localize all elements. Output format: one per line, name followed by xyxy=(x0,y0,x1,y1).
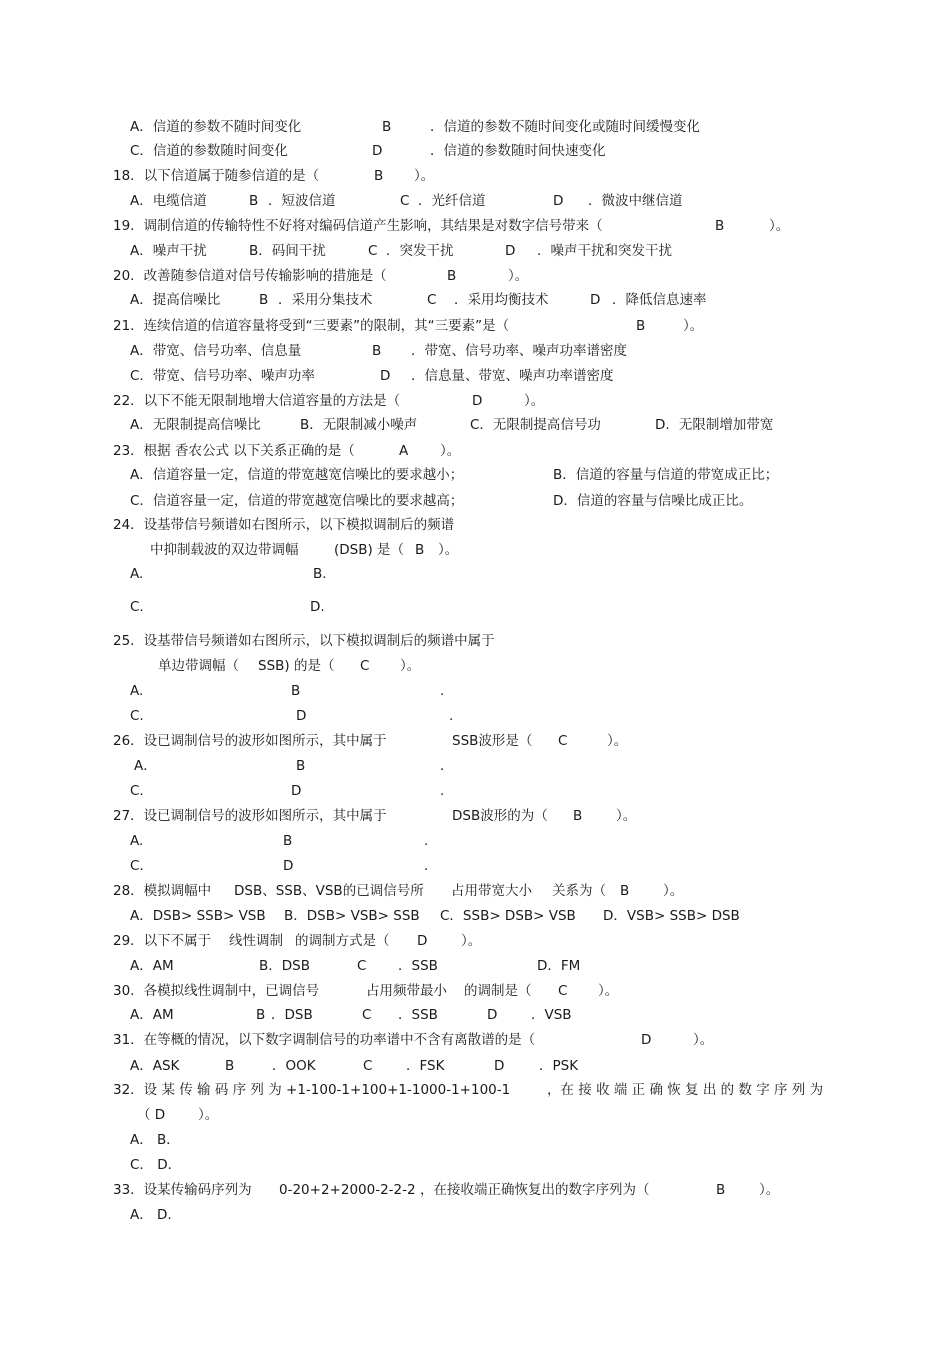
text-line: SSB) 的是（ xyxy=(258,658,335,674)
text-line: C．带宽、信号功率、噪声功率 xyxy=(130,368,315,384)
text-line: ．噪声干扰和突发干扰 xyxy=(537,243,672,259)
text-line: A．提高信噪比 xyxy=(130,292,221,308)
text-line: ．OOK xyxy=(272,1058,316,1074)
text-line: ）。 xyxy=(598,983,619,999)
text-line: ，在 接 收 端 正 确 恢 复 出 的 数 字 序 列 为 xyxy=(547,1082,824,1098)
text-line: D．信道的容量与信噪比成正比。 xyxy=(553,493,753,509)
text-line: C. xyxy=(130,599,144,615)
text-line: ，在接收端正确恢复出的数字序列为（ xyxy=(420,1182,650,1198)
text-line: 关系为（ xyxy=(552,883,606,899)
text-line: B xyxy=(374,168,384,184)
text-line: 24．设基带信号频谱如右图所示，以下模拟调制后的频谱 xyxy=(113,517,455,533)
text-line: A. xyxy=(130,683,144,699)
text-line: B．DSB> VSB> SSB xyxy=(284,908,420,924)
text-line: D xyxy=(494,1058,505,1074)
text-line: ）。 xyxy=(524,393,545,409)
text-line: A．AM xyxy=(130,958,174,974)
text-line: B．DSB xyxy=(259,958,310,974)
text-line: B xyxy=(620,883,630,899)
text-line: 19．调制信道的传输特性不好将对编码信道产生影响，其结果是对数字信号带来（ xyxy=(113,218,603,234)
text-line: ）。 xyxy=(508,268,529,284)
text-line: . xyxy=(440,683,445,699)
text-line: ．信息量、带宽、噪声功率谱密度 xyxy=(411,368,614,384)
text-line: B xyxy=(573,808,583,824)
text-line: DSB波形的为（ xyxy=(452,808,548,824)
text-line: ）。 xyxy=(198,1107,219,1123)
text-line: ．SSB xyxy=(398,958,438,974)
text-line: ．突发干扰 xyxy=(386,243,454,259)
text-line: （ D xyxy=(137,1107,166,1123)
text-line: ）。 xyxy=(663,883,684,899)
text-line: 23．根据 香农公式 以下关系正确的是（ xyxy=(113,443,355,459)
text-line: ．FSK xyxy=(406,1058,445,1074)
text-line: B xyxy=(447,268,457,284)
text-line: 占用频带最小 xyxy=(366,983,447,999)
text-line: 29．以下不属于 xyxy=(113,933,212,949)
text-line: ．采用分集技术 xyxy=(278,292,373,308)
text-line: ．带宽、信号功率、噪声功率谱密度 xyxy=(411,343,627,359)
text-line: D xyxy=(296,708,307,724)
text-line: ）。 xyxy=(400,658,421,674)
text-line: ）。 xyxy=(440,443,461,459)
text-line: C xyxy=(360,658,370,674)
text-line: B xyxy=(283,833,293,849)
text-line: ．DSB xyxy=(271,1007,313,1023)
text-line: B xyxy=(715,218,725,234)
text-line: A．电缆信道 xyxy=(130,193,207,209)
text-line: D xyxy=(283,858,294,874)
text-line: B. xyxy=(313,566,327,582)
text-line: ．采用均衡技术 xyxy=(454,292,549,308)
text-line: . xyxy=(424,858,429,874)
text-line: 25．设基带信号频谱如右图所示，以下模拟调制后的频谱中属于 xyxy=(113,633,495,649)
text-line: ．信道的参数随时间快速变化 xyxy=(430,143,606,159)
text-line: A． xyxy=(134,758,157,774)
text-line: A. xyxy=(130,833,144,849)
text-line: A．信道的参数不随时间变化 xyxy=(130,119,302,135)
text-line: 26．设已调制信号的波形如图所示，其中属于 xyxy=(113,733,387,749)
text-line: C xyxy=(558,983,568,999)
text-line: B xyxy=(415,542,425,558)
text-line: D xyxy=(487,1007,498,1023)
text-line: D xyxy=(505,243,516,259)
text-line: C xyxy=(558,733,568,749)
text-line: C．信道的参数随时间变化 xyxy=(130,143,288,159)
text-line: ．SSB xyxy=(398,1007,438,1023)
text-line: 的调制是（ xyxy=(464,983,532,999)
text-line: 31．在等概的情况，以下数字调制信号的功率谱中不含有离散谱的是（ xyxy=(113,1032,536,1048)
text-line: B xyxy=(259,292,269,308)
text-line: D xyxy=(641,1032,652,1048)
text-line: D．VSB> SSB> DSB xyxy=(603,908,740,924)
text-line: DSB、SSB、VSB的已调信号所 xyxy=(234,883,424,899)
text-line: B．码间干扰 xyxy=(249,243,326,259)
text-line: ）。 xyxy=(414,168,435,184)
text-line: A．带宽、信号功率、信息量 xyxy=(130,343,302,359)
text-line: A．AM xyxy=(130,1007,174,1023)
text-line: ．短波信道 xyxy=(268,193,336,209)
text-line: 21．连续信道的信道容量将受到“三要素”的限制，其“三要素”是（ xyxy=(113,318,510,334)
text-line: 18．以下信道属于随参信道的是（ xyxy=(113,168,320,184)
text-line: ）。 xyxy=(461,933,482,949)
text-line: C xyxy=(362,1007,372,1023)
text-line: ）。 xyxy=(616,808,637,824)
text-line: C. xyxy=(130,858,144,874)
text-line: C． D． xyxy=(130,1157,182,1173)
text-line: A. xyxy=(130,566,144,582)
text-line: C. xyxy=(130,708,144,724)
text-line: 的调制方式是（ xyxy=(295,933,390,949)
text-line: ）。 xyxy=(693,1032,714,1048)
text-line: ．VSB xyxy=(531,1007,572,1023)
text-line: D xyxy=(590,292,601,308)
text-line: B xyxy=(225,1058,235,1074)
text-line: ．PSK xyxy=(539,1058,579,1074)
text-line: B xyxy=(296,758,306,774)
text-line: A．信道容量一定，信道的带宽越宽信噪比的要求越小； xyxy=(130,467,464,483)
text-line: 32．设 某 传 输 码 序 列 为 +1-100-1+100+1-1000-1+100-1 xyxy=(113,1082,511,1098)
text-line: ．降低信息速率 xyxy=(612,292,707,308)
text-line: . xyxy=(449,708,454,724)
text-line: B xyxy=(382,119,392,135)
text-line: B xyxy=(256,1007,266,1023)
text-line: A．ASK xyxy=(130,1058,180,1074)
text-line: ）。 xyxy=(759,1182,780,1198)
text-line: . xyxy=(424,833,429,849)
text-line: C xyxy=(400,193,410,209)
text-line: 单边带调幅（ xyxy=(158,658,239,674)
text-line: D．无限制增加带宽 xyxy=(655,417,774,433)
text-line: C．无限制提高信号功 xyxy=(470,417,601,433)
text-line: A． D. xyxy=(130,1207,172,1223)
text-line: ）。 xyxy=(438,542,459,558)
text-line: D．FM xyxy=(537,958,581,974)
text-line: ）。 xyxy=(769,218,790,234)
text-line: C xyxy=(427,292,437,308)
text-line: A． B． xyxy=(130,1132,180,1148)
text-line: SSB波形是（ xyxy=(452,733,533,749)
text-line: D xyxy=(372,143,383,159)
text-line: 占用带宽大小 xyxy=(451,883,532,899)
text-line: B xyxy=(291,683,301,699)
text-line: A．无限制提高信噪比 xyxy=(130,417,261,433)
text-line: D xyxy=(472,393,483,409)
text-line: 线性调制 xyxy=(229,933,283,949)
text-line: 0-20+2+2000-2-2-2 xyxy=(279,1182,416,1198)
text-line: D xyxy=(291,783,302,799)
text-line: D xyxy=(417,933,428,949)
text-line: B．信道的容量与信道的带宽成正比； xyxy=(553,467,779,483)
text-line: C. xyxy=(130,783,144,799)
text-line: ）。 xyxy=(683,318,704,334)
text-line: ．信道的参数不随时间变化或随时间缓慢变化 xyxy=(430,119,700,135)
text-line: D. xyxy=(310,599,325,615)
text-line: D xyxy=(553,193,564,209)
text-line: 30．各模拟线性调制中，已调信号 xyxy=(113,983,320,999)
text-line: 33．设某传输码序列为 xyxy=(113,1182,252,1198)
text-line: A xyxy=(399,443,409,459)
text-line: . xyxy=(440,783,445,799)
text-line: B xyxy=(716,1182,726,1198)
text-line: 27．设已调制信号的波形如图所示，其中属于 xyxy=(113,808,387,824)
text-line: 22．以下不能无限制地增大信道容量的方法是（ xyxy=(113,393,401,409)
text-line: C．SSB> DSB> VSB xyxy=(440,908,576,924)
text-line: B．无限制减小噪声 xyxy=(300,417,418,433)
text-line: B xyxy=(636,318,646,334)
text-line: C xyxy=(363,1058,373,1074)
text-line: A．DSB> SSB> VSB xyxy=(130,908,266,924)
text-line: (DSB) 是（ xyxy=(334,542,405,558)
text-line: B xyxy=(372,343,382,359)
text-line: 20．改善随参信道对信号传输影响的措施是（ xyxy=(113,268,387,284)
text-line: A．噪声干扰 xyxy=(130,243,207,259)
text-line: C xyxy=(357,958,367,974)
text-line: ）。 xyxy=(607,733,628,749)
text-line: 28．模拟调幅中 xyxy=(113,883,212,899)
text-line: B xyxy=(249,193,259,209)
text-line: ．光纤信道 xyxy=(418,193,486,209)
text-line: 中抑制载波的双边带调幅 xyxy=(150,542,299,558)
text-line: D xyxy=(380,368,391,384)
text-line: C xyxy=(368,243,378,259)
text-line: . xyxy=(440,758,445,774)
text-line: ．微波中继信道 xyxy=(588,193,683,209)
text-line: C．信道容量一定，信道的带宽越宽信噪比的要求越高； xyxy=(130,493,464,509)
